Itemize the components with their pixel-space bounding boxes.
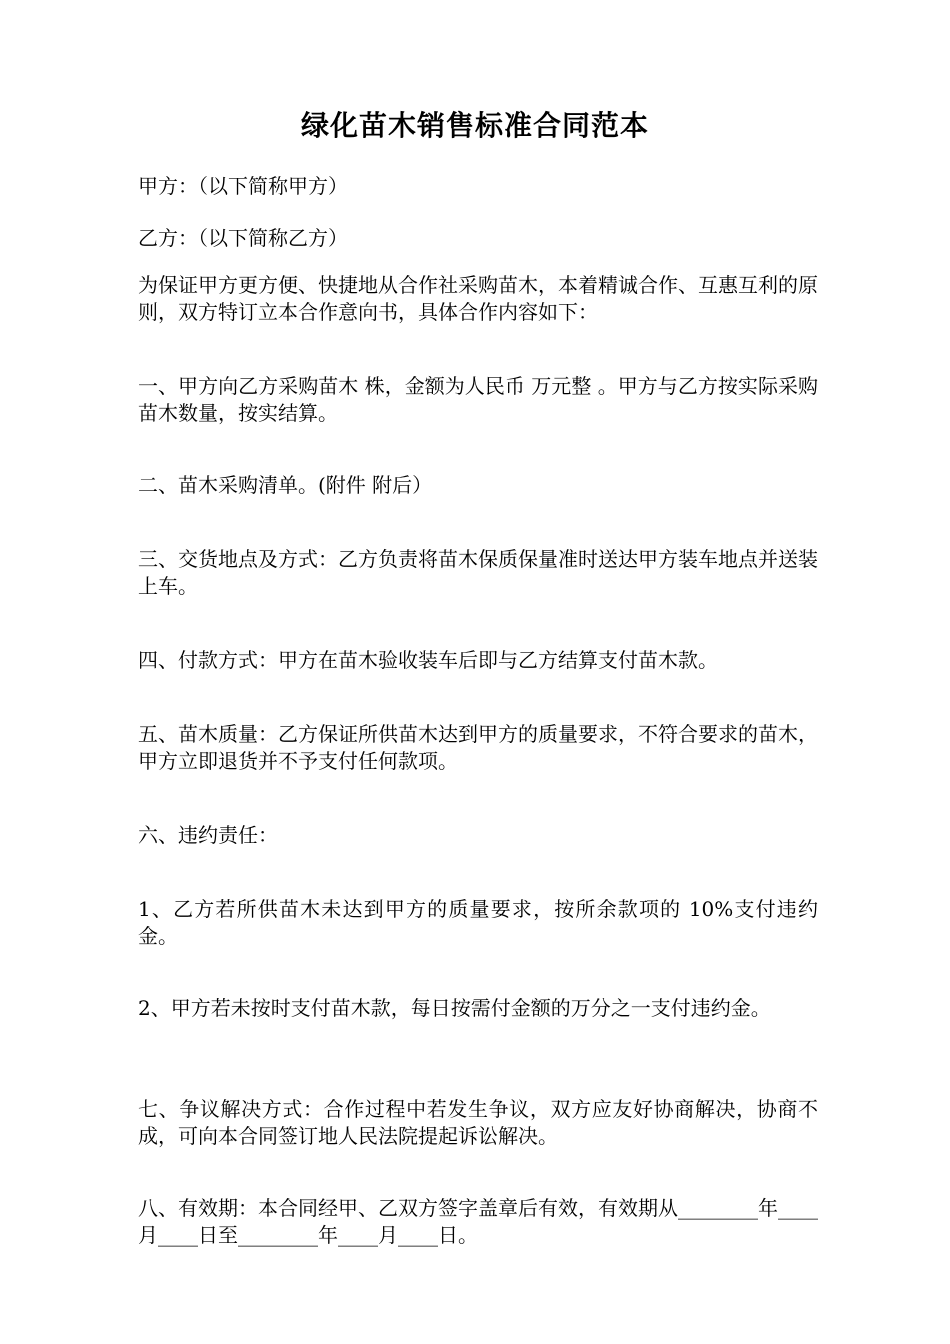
clause-6-item-1: 1、乙方若所供苗木未达到甲方的质量要求，按所余款项的 10%支付违约金。 — [138, 897, 818, 948]
clause-6-heading: 六、违约责任： — [138, 823, 278, 847]
clause-5: 五、苗木质量：乙方保证所供苗木达到甲方的质量要求，不符合要求的苗木，甲方立即退货并不予支付任何款项。 — [138, 722, 818, 773]
clause-3: 三、交货地点及方式：乙方负责将苗木保质保量准时送达甲方装车地点并送装上车。 — [138, 547, 818, 598]
clause-2: 二、苗木采购清单。(附件 附后） — [138, 473, 433, 497]
clause-6-item-2: 2、甲方若未按时支付苗木款，每日按需付金额的万分之一支付违约金。 — [138, 996, 771, 1020]
intro-paragraph: 为保证甲方更方便、快捷地从合作社采购苗木，本着精诚合作、互惠互利的原则，双方特订立本合作意向书，具体合作内容如下： — [138, 273, 818, 324]
clause-8: 八、有效期：本合同经甲、乙双方签字盖章后有效，有效期从________年____月____日至________年____月____日。 — [138, 1196, 818, 1247]
clause-4: 四、付款方式：甲方在苗木验收装车后即与乙方结算支付苗木款。 — [138, 648, 718, 672]
party-b-line: 乙方：（以下简称乙方） — [138, 226, 348, 250]
clause-7: 七、争议解决方式：合作过程中若发生争议，双方应友好协商解决，协商不成，可向本合同签订地人民法院提起诉讼解决。 — [138, 1097, 818, 1148]
clause-1: 一、甲方向乙方采购苗木 株，金额为人民币 万元整 。甲方与乙方按实际采购苗木数量，按实结算。 — [138, 374, 818, 425]
party-a-line: 甲方：（以下简称甲方） — [138, 174, 348, 198]
document-title: 绿化苗木销售标准合同范本 — [300, 109, 649, 142]
